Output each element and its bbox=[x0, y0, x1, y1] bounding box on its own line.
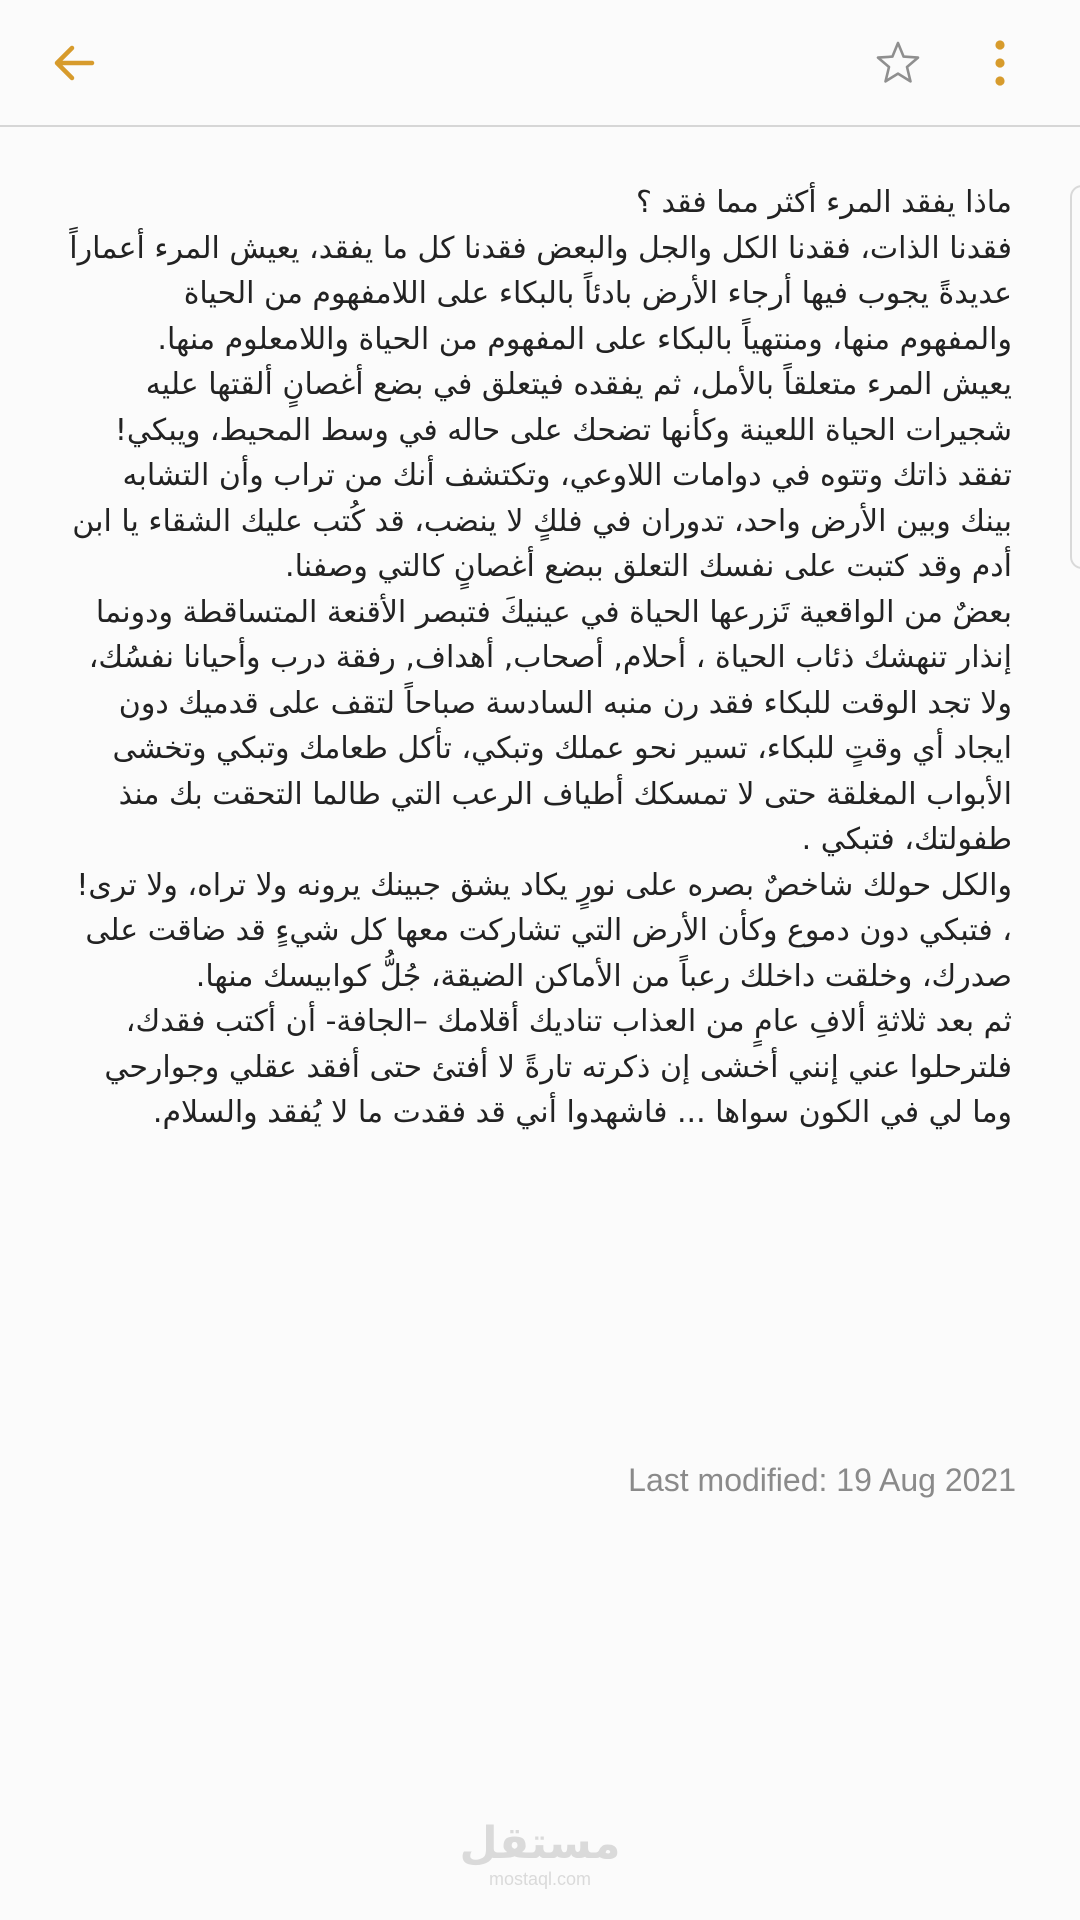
scroll-handle[interactable] bbox=[1070, 185, 1080, 569]
note-paragraph: فقدنا الذات، فقدنا الكل والجل والبعض فقدنا كل ما يفقد، يعيش المرء أعماراً عديدةً يجوب فيها أرجاء الأرض بادئاً بالبكاء على اللامفهوم من الحياة والمفهوم منها، ومنتهياً بالبكاء على المفهوم من الحياة واللامعلوم منها. bbox=[69, 230, 1012, 357]
last-modified-label: Last modified: 19 Aug 2021 bbox=[628, 1462, 1016, 1498]
more-vertical-icon bbox=[990, 38, 1010, 88]
watermark-domain: mostaql.com bbox=[488, 1869, 592, 1889]
favorite-button[interactable] bbox=[862, 30, 934, 96]
note-paragraph: يعيش المرء متعلقاً بالأمل، ثم يفقده فيتعلق في بضع أغصانٍ ألقتها عليه شجيرات الحياة اللعينة وكأنها تضحك على حاله في وسط المحيط، ويبكي! bbox=[114, 367, 1012, 448]
note-paragraph: ثم بعد ثلاثةِ ألافِ عامٍ من العذاب تناديك أقلامك –الجافة- أن أكتب فقدك، فلترحلوا عني إنني أخشى إن ذكرته تارةً لا أفتئ حتى أفقد عقلي وجوارحي وما لي في الكون سواها ... فاشهدوا أني قد فقدت ما لا يُفقد والسلام. bbox=[104, 1004, 1012, 1130]
back-button[interactable] bbox=[36, 30, 112, 96]
note-body[interactable] bbox=[64, 180, 1012, 1136]
arrow-back-icon bbox=[50, 39, 98, 87]
star-outline-icon bbox=[874, 39, 922, 87]
note-paragraph: تفقد ذاتك وتتوه في دوامات اللاوعي، وتكتشف أنك من تراب وأن التشابه بينك وبين الأرض واحد، تدوران في فلكٍ لا ينضب، قد كُتب عليك الشقاء يا ابن أدم وقد كتبت على نفسك التعلق ببضع أغصانٍ كالتي وصفنا. bbox=[72, 458, 1012, 584]
note-paragraph: بعضٌ من الواقعية تَزرعها الحياة في عينيكَ فتبصر الأقنعة المتساقطة ودونما إنذار تنهشك ذئاب الحياة ، أحلام, أصحاب, أهداف, رفقة درب وأحيانا نفسُك، ولا تجد الوقت للبكاء فقد رن منبه السادسة صباحاً لتقف على قدميك دون ايجاد أي وقتٍ للبكاء، تسير نحو عملك وتبكي، تأكل طعامك وتبكي وتخشى الأبواب المغلقة حتى لا تمسكك أطياف الرعب التي طالما التحقت بك منذ طفولتك، فتبكي . bbox=[88, 594, 1012, 857]
watermark-logo: مستقل bbox=[459, 1818, 621, 1869]
more-options-button[interactable] bbox=[970, 30, 1030, 96]
app-bar bbox=[0, 0, 1080, 127]
note-title-line: ماذا يفقد المرء أكثر مما فقد ؟ bbox=[635, 185, 1012, 220]
note-paragraph: والكل حولك شاخصٌ بصره على نورٍ يكاد يشق جبينك يرونه ولا تراه، ولا ترى! ، فتبكي دون دموع وكأن الأرض التي تشاركت معها كل شيءٍ قد ضاقت على صدرك، وخلقت داخلك رعباً من الأماكن الضيقة، جُلُّ كوابيسك منها. bbox=[76, 867, 1012, 994]
watermark bbox=[0, 1820, 1080, 1890]
